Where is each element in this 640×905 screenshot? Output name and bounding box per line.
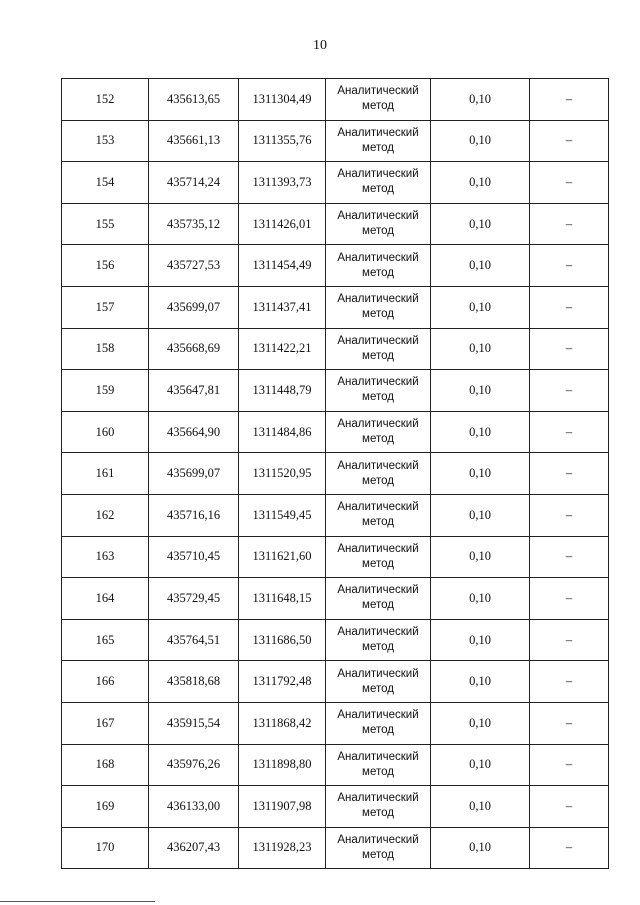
method-label-line1: Аналитический (337, 293, 419, 306)
coordinates-table (61, 78, 609, 869)
note-cell: – (530, 453, 609, 495)
note-cell: – (530, 619, 609, 661)
note-cell: – (530, 328, 609, 370)
accuracy-cell: 0,10 (431, 245, 530, 287)
point-number-cell: 166 (62, 661, 149, 703)
accuracy-cell: 0,10 (431, 578, 530, 620)
accuracy-cell: 0,10 (431, 661, 530, 703)
note-cell: – (530, 494, 609, 536)
point-number-cell: 163 (62, 536, 149, 578)
method-cell (326, 203, 431, 245)
method-label-line1: Аналитический (337, 334, 419, 347)
note-cell: – (530, 370, 609, 412)
point-number-cell: 154 (62, 162, 149, 204)
point-number-cell: 159 (62, 370, 149, 412)
method-label-line2: метод (362, 641, 394, 654)
method-label-line2: метод (362, 100, 394, 113)
accuracy-cell: 0,10 (431, 702, 530, 744)
accuracy-cell: 0,10 (431, 744, 530, 786)
point-number-cell: 158 (62, 328, 149, 370)
coordinate-y-cell: 1311520,95 (239, 453, 326, 495)
method-cell (326, 120, 431, 162)
table-row (62, 328, 609, 370)
table-row (62, 245, 609, 287)
note-cell: – (530, 744, 609, 786)
coordinate-y-cell: 1311648,15 (239, 578, 326, 620)
method-label-line2: метод (362, 433, 394, 446)
coordinate-y-cell: 1311549,45 (239, 494, 326, 536)
method-cell (326, 411, 431, 453)
coordinate-y-cell: 1311355,76 (239, 120, 326, 162)
point-number-cell: 152 (62, 79, 149, 121)
coordinate-x-cell: 435714,24 (149, 162, 239, 204)
table-row (62, 370, 609, 412)
accuracy-cell: 0,10 (431, 79, 530, 121)
accuracy-cell: 0,10 (431, 536, 530, 578)
accuracy-cell: 0,10 (431, 328, 530, 370)
method-cell (326, 827, 431, 869)
point-number-cell: 162 (62, 494, 149, 536)
point-number-cell: 156 (62, 245, 149, 287)
accuracy-cell: 0,10 (431, 411, 530, 453)
table-row (62, 786, 609, 828)
table-row (62, 79, 609, 121)
method-label-line2: метод (362, 765, 394, 778)
accuracy-cell: 0,10 (431, 370, 530, 412)
table-row (62, 411, 609, 453)
coordinate-y-cell: 1311454,49 (239, 245, 326, 287)
coordinate-y-cell: 1311448,79 (239, 370, 326, 412)
table-row (62, 744, 609, 786)
coordinates-table-body (62, 79, 609, 869)
coordinate-y-cell: 1311393,73 (239, 162, 326, 204)
method-label-line1: Аналитический (337, 85, 419, 98)
table-row (62, 702, 609, 744)
coordinate-y-cell: 1311928,23 (239, 827, 326, 869)
method-label-line2: метод (362, 183, 394, 196)
method-label-line1: Аналитический (337, 376, 419, 389)
method-label-line2: метод (362, 599, 394, 612)
table-row (62, 203, 609, 245)
accuracy-cell: 0,10 (431, 203, 530, 245)
coordinate-y-cell: 1311907,98 (239, 786, 326, 828)
coordinate-y-cell: 1311686,50 (239, 619, 326, 661)
method-label-line1: Аналитический (337, 792, 419, 805)
coordinate-x-cell: 435668,69 (149, 328, 239, 370)
note-cell: – (530, 578, 609, 620)
method-label-line1: Аналитический (337, 168, 419, 181)
method-label-line1: Аналитический (337, 626, 419, 639)
coordinate-y-cell: 1311868,42 (239, 702, 326, 744)
method-cell (326, 619, 431, 661)
coordinate-x-cell: 435727,53 (149, 245, 239, 287)
method-label-line2: метод (362, 724, 394, 737)
point-number-cell: 161 (62, 453, 149, 495)
method-label-line1: Аналитический (337, 709, 419, 722)
method-label-line1: Аналитический (337, 584, 419, 597)
coordinate-y-cell: 1311426,01 (239, 203, 326, 245)
method-label-line1: Аналитический (337, 251, 419, 264)
method-cell (326, 328, 431, 370)
table-row (62, 827, 609, 869)
point-number-cell: 160 (62, 411, 149, 453)
method-cell (326, 578, 431, 620)
coordinate-x-cell: 435735,12 (149, 203, 239, 245)
table-row (62, 453, 609, 495)
method-label-line2: метод (362, 225, 394, 238)
table-row (62, 536, 609, 578)
table-row (62, 578, 609, 620)
coordinate-x-cell: 435818,68 (149, 661, 239, 703)
point-number-cell: 169 (62, 786, 149, 828)
method-cell (326, 744, 431, 786)
method-cell (326, 494, 431, 536)
note-cell: – (530, 786, 609, 828)
coordinate-x-cell: 435664,90 (149, 411, 239, 453)
method-cell (326, 162, 431, 204)
method-cell (326, 79, 431, 121)
method-cell (326, 370, 431, 412)
point-number-cell: 164 (62, 578, 149, 620)
accuracy-cell: 0,10 (431, 619, 530, 661)
coordinate-x-cell: 435710,45 (149, 536, 239, 578)
coordinate-y-cell: 1311792,48 (239, 661, 326, 703)
accuracy-cell: 0,10 (431, 453, 530, 495)
note-cell: – (530, 286, 609, 328)
coordinate-y-cell: 1311422,21 (239, 328, 326, 370)
accuracy-cell: 0,10 (431, 827, 530, 869)
method-label-line2: метод (362, 516, 394, 529)
table-row (62, 661, 609, 703)
table-row (62, 162, 609, 204)
note-cell: – (530, 661, 609, 703)
note-cell: – (530, 827, 609, 869)
note-cell: – (530, 203, 609, 245)
table-row (62, 494, 609, 536)
method-label-line1: Аналитический (337, 459, 419, 472)
method-label-line2: метод (362, 391, 394, 404)
coordinate-y-cell: 1311437,41 (239, 286, 326, 328)
coordinate-x-cell: 435716,16 (149, 494, 239, 536)
coordinate-y-cell: 1311484,86 (239, 411, 326, 453)
point-number-cell: 165 (62, 619, 149, 661)
method-cell (326, 661, 431, 703)
method-cell (326, 702, 431, 744)
method-label-line2: метод (362, 557, 394, 570)
point-number-cell: 167 (62, 702, 149, 744)
table-row (62, 286, 609, 328)
note-cell: – (530, 702, 609, 744)
method-cell (326, 536, 431, 578)
accuracy-cell: 0,10 (431, 120, 530, 162)
method-label-line2: метод (362, 807, 394, 820)
method-label-line2: метод (362, 141, 394, 154)
method-label-line1: Аналитический (337, 210, 419, 223)
table-row (62, 120, 609, 162)
method-label-line1: Аналитический (337, 542, 419, 555)
point-number-cell: 155 (62, 203, 149, 245)
point-number-cell: 153 (62, 120, 149, 162)
coordinate-x-cell: 435699,07 (149, 453, 239, 495)
note-cell: – (530, 79, 609, 121)
accuracy-cell: 0,10 (431, 494, 530, 536)
method-label-line1: Аналитический (337, 750, 419, 763)
coordinate-x-cell: 435915,54 (149, 702, 239, 744)
method-label-line2: метод (362, 682, 394, 695)
method-label-line1: Аналитический (337, 126, 419, 139)
table-row (62, 619, 609, 661)
note-cell: – (530, 536, 609, 578)
method-label-line1: Аналитический (337, 833, 419, 846)
note-cell: – (530, 120, 609, 162)
coordinate-x-cell: 435976,26 (149, 744, 239, 786)
coordinate-x-cell: 435699,07 (149, 286, 239, 328)
method-label-line1: Аналитический (337, 501, 419, 514)
method-cell (326, 786, 431, 828)
method-label-line2: метод (362, 474, 394, 487)
coordinate-x-cell: 435661,13 (149, 120, 239, 162)
coordinate-x-cell: 436133,00 (149, 786, 239, 828)
coordinate-x-cell: 435647,81 (149, 370, 239, 412)
accuracy-cell: 0,10 (431, 162, 530, 204)
method-label-line1: Аналитический (337, 418, 419, 431)
coordinate-y-cell: 1311304,49 (239, 79, 326, 121)
coordinate-x-cell: 436207,43 (149, 827, 239, 869)
method-label-line2: метод (362, 848, 394, 861)
note-cell: – (530, 411, 609, 453)
point-number-cell: 168 (62, 744, 149, 786)
method-cell (326, 245, 431, 287)
accuracy-cell: 0,10 (431, 786, 530, 828)
method-cell (326, 286, 431, 328)
method-label-line2: метод (362, 266, 394, 279)
method-label-line1: Аналитический (337, 667, 419, 680)
coordinate-y-cell: 1311898,80 (239, 744, 326, 786)
accuracy-cell: 0,10 (431, 286, 530, 328)
note-cell: – (530, 245, 609, 287)
coordinate-x-cell: 435729,45 (149, 578, 239, 620)
page-number: 10 (313, 38, 327, 53)
method-label-line2: метод (362, 349, 394, 362)
coordinate-x-cell: 435764,51 (149, 619, 239, 661)
point-number-cell: 157 (62, 286, 149, 328)
coordinate-y-cell: 1311621,60 (239, 536, 326, 578)
point-number-cell: 170 (62, 827, 149, 869)
footnote-rule (0, 901, 155, 902)
note-cell: – (530, 162, 609, 204)
coordinate-x-cell: 435613,65 (149, 79, 239, 121)
method-label-line2: метод (362, 308, 394, 321)
method-cell (326, 453, 431, 495)
